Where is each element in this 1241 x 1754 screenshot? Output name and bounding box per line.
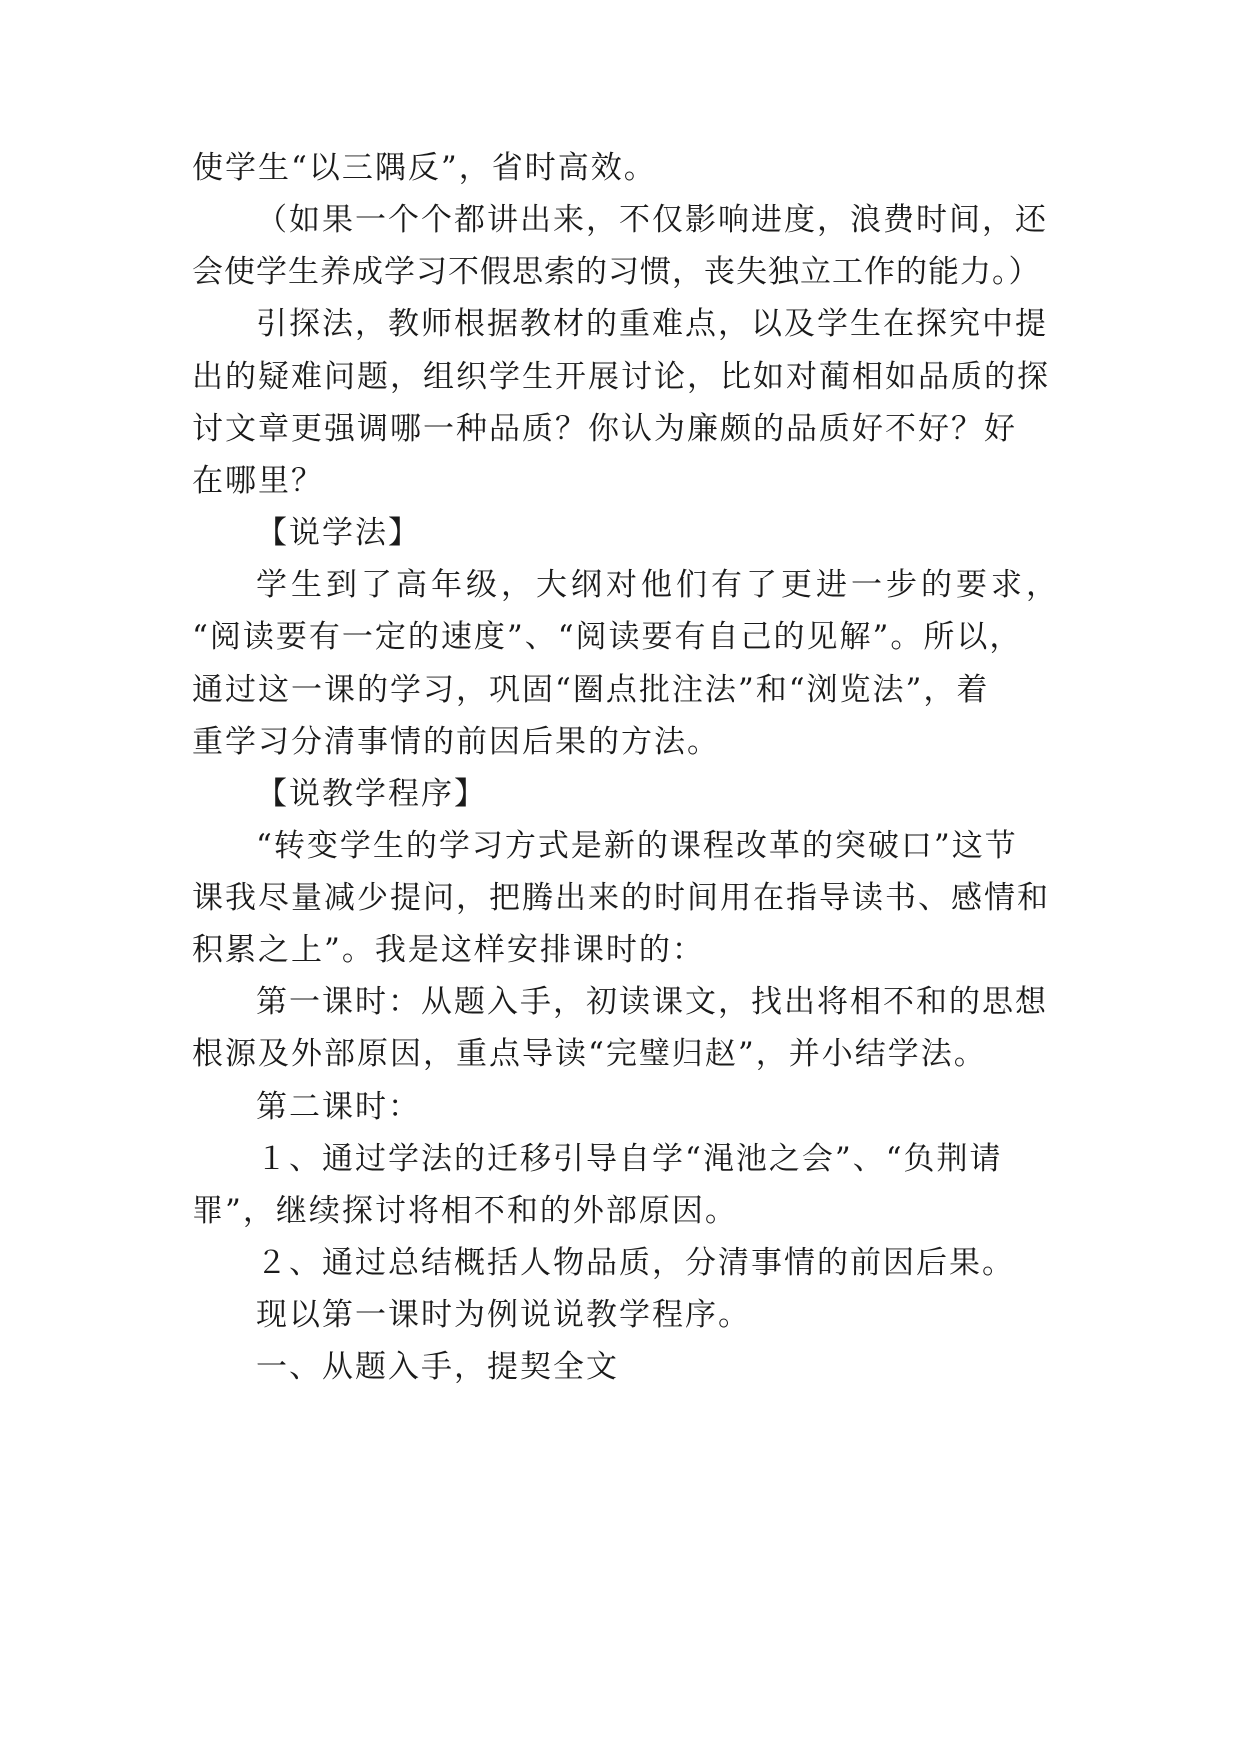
text-line: 一、从题入手，提契全文: [256, 1349, 619, 1385]
text-line: 重学习分清事情的前因后果的方法。: [192, 724, 720, 760]
text-line: 讨文章更强调哪一种品质？你认为廉颇的品质好不好？好: [192, 411, 1017, 447]
text-line: ２、通过总结概括人物品质，分清事情的前因后果。: [256, 1245, 1015, 1281]
text-line: （如果一个个都讲出来，不仅影响进度，浪费时间，还: [256, 202, 1048, 238]
section-heading: 【说教学程序】: [256, 776, 487, 812]
text-line: 出的疑难问题，组织学生开展讨论，比如对蔺相如品质的探: [192, 359, 1050, 395]
text-line: 使学生“以三隅反”，省时高效。: [192, 150, 657, 186]
text-line: 积累之上”。我是这样安排课时的：: [192, 932, 705, 968]
text-line: “阅读要有一定的速度”、“阅读要有自己的见解”。所以，: [192, 619, 1023, 655]
text-line: 引探法，教师根据教材的重难点，以及学生在探究中提: [256, 306, 1048, 342]
text-line: 课我尽量减少提问，把腾出来的时间用在指导读书、感情和: [192, 880, 1050, 916]
text-line: 现以第一课时为例说说教学程序。: [256, 1297, 751, 1333]
text-line: １、通过学法的迁移引导自学“渑池之会”、“负荆请: [256, 1141, 1003, 1177]
text-line: 第一课时：从题入手，初读课文，找出将相不和的思想: [256, 984, 1048, 1020]
text-line: “转变学生的学习方式是新的课程改革的突破口”这节: [256, 828, 1018, 864]
text-line: 第二课时：: [256, 1089, 421, 1125]
section-heading: 【说学法】: [256, 515, 421, 551]
text-line: 在哪里？: [192, 463, 324, 499]
text-line: 通过这一课的学习，巩固“圈点批注法”和“浏览法”，着: [192, 672, 990, 708]
text-line: 根源及外部原因，重点导读“完璧归赵”，并小结学法。: [192, 1036, 987, 1072]
text-line: 会使学生养成学习不假思索的习惯，丧失独立工作的能力。）: [192, 254, 1041, 290]
text-line: 学生到了高年级，大纲对他们有了更进一步的要求，: [256, 567, 1061, 603]
text-line: 罪”，继续探讨将相不和的外部原因。: [192, 1193, 738, 1229]
